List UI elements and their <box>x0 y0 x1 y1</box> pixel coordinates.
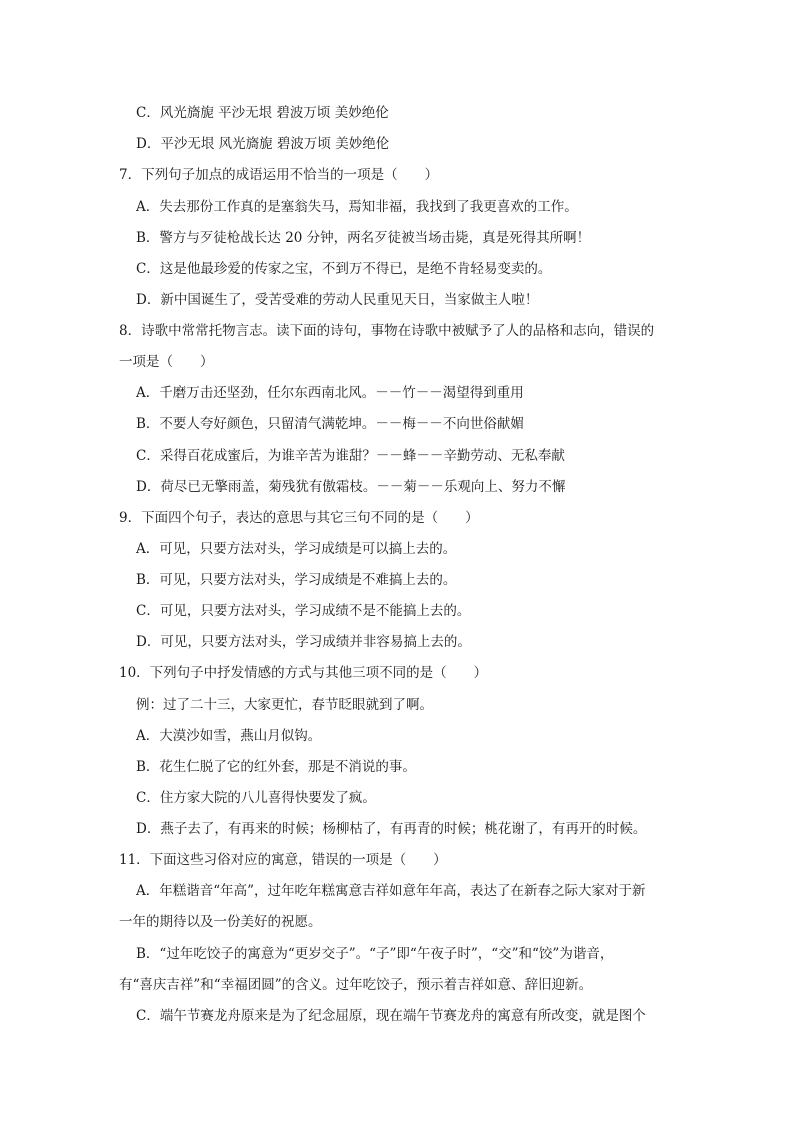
question-8-cont: 一项是（ ） <box>119 354 214 370</box>
option-8a: A．千磨万击还坚劲，任尔东西南北风。－－竹－－渴望得到重用 <box>136 385 524 401</box>
question-11: 11．下面这些习俗对应的寓意，错误的一项是（ ） <box>119 852 447 868</box>
option-6c: C．风光旖旎 平沙无垠 碧波万顷 美妙绝伦 <box>136 105 389 121</box>
option-7d: D．新中国诞生了，受苦受难的劳动人民重见天日，当家做主人啦！ <box>136 292 539 308</box>
option-11b-cont: 有“喜庆吉祥”和“幸福团圆”的含义。过年吃饺子，预示着吉祥如意、辞旧迎新。 <box>119 977 593 993</box>
option-7a: A．失去那份工作真的是塞翁失马，焉知非福，我找到了我更喜欢的工作。 <box>136 199 578 215</box>
option-9a: A．可见，只要方法对头，学习成绩是可以搞上去的。 <box>136 541 457 557</box>
option-9c: C．可见，只要方法对头，学习成绩不是不能搞上去的。 <box>136 603 471 619</box>
option-10b: B．花生仁脱了它的红外套，那是不消说的事。 <box>136 759 416 775</box>
option-11a-cont: 一年的期待以及一份美好的祝愿。 <box>119 914 322 930</box>
option-10c: C．住方家大院的八儿喜得快要发了疯。 <box>136 790 376 806</box>
option-7c: C．这是他最珍爱的传家之宝，不到万不得已，是绝不肯轻易变卖的。 <box>136 261 552 277</box>
example-10: 例：过了二十三，大家更忙，春节眨眼就到了啊。 <box>136 697 433 713</box>
question-8: 8．诗歌中常常托物言志。读下面的诗句，事物在诗歌中被赋予了人的品格和志向，错误的 <box>119 323 655 339</box>
option-6d: D．平沙无垠 风光旖旎 碧波万顷 美妙绝伦 <box>136 136 390 152</box>
option-11b: B．“过年吃饺子的寓意为“更岁交子”。“子”即“午夜子时”，“交”和“饺”为谐音， <box>136 946 614 962</box>
option-10d: D．燕子去了，有再来的时候；杨柳枯了，有再青的时候；桃花谢了，有再开的时候。 <box>136 821 647 837</box>
option-7b: B．警方与歹徒枪战长达 20 分钟，两名歹徒被当场击毙，真是死得其所啊！ <box>136 230 591 246</box>
option-8b: B．不要人夸好颜色，只留清气满乾坤。－－梅－－不向世俗献媚 <box>136 416 524 432</box>
option-10a: A．大漠沙如雪，燕山月似钩。 <box>136 728 322 744</box>
question-10: 10．下列句子中抒发情感的方式与其他三项不同的是（ ） <box>119 665 488 681</box>
question-9: 9．下面四个句子，表达的意思与其它三句不同的是（ ） <box>119 510 479 526</box>
option-11c: C．端午节赛龙舟原来是为了纪念屈原，现在端午节赛龙舟的寓意有所改变，就是图个 <box>136 1008 646 1024</box>
option-8c: C．采得百花成蜜后，为谁辛苦为谁甜？－－蜂－－辛勤劳动、无私奉献 <box>136 448 565 464</box>
question-7: 7．下列句子加点的成语运用不恰当的一项是（ ） <box>119 167 439 183</box>
option-11a: A．年糕谐音“年高”，过年吃年糕寓意吉祥如意年年高，表达了在新春之际大家对于新 <box>136 883 646 899</box>
option-9b: B．可见，只要方法对头，学习成绩是不难搞上去的。 <box>136 572 457 588</box>
option-9d: D．可见，只要方法对头，学习成绩并非容易搞上去的。 <box>136 634 471 650</box>
option-8d: D．荷尽已无擎雨盖，菊残犹有傲霜枝。－－菊－－乐观向上、努力不懈 <box>136 479 566 495</box>
